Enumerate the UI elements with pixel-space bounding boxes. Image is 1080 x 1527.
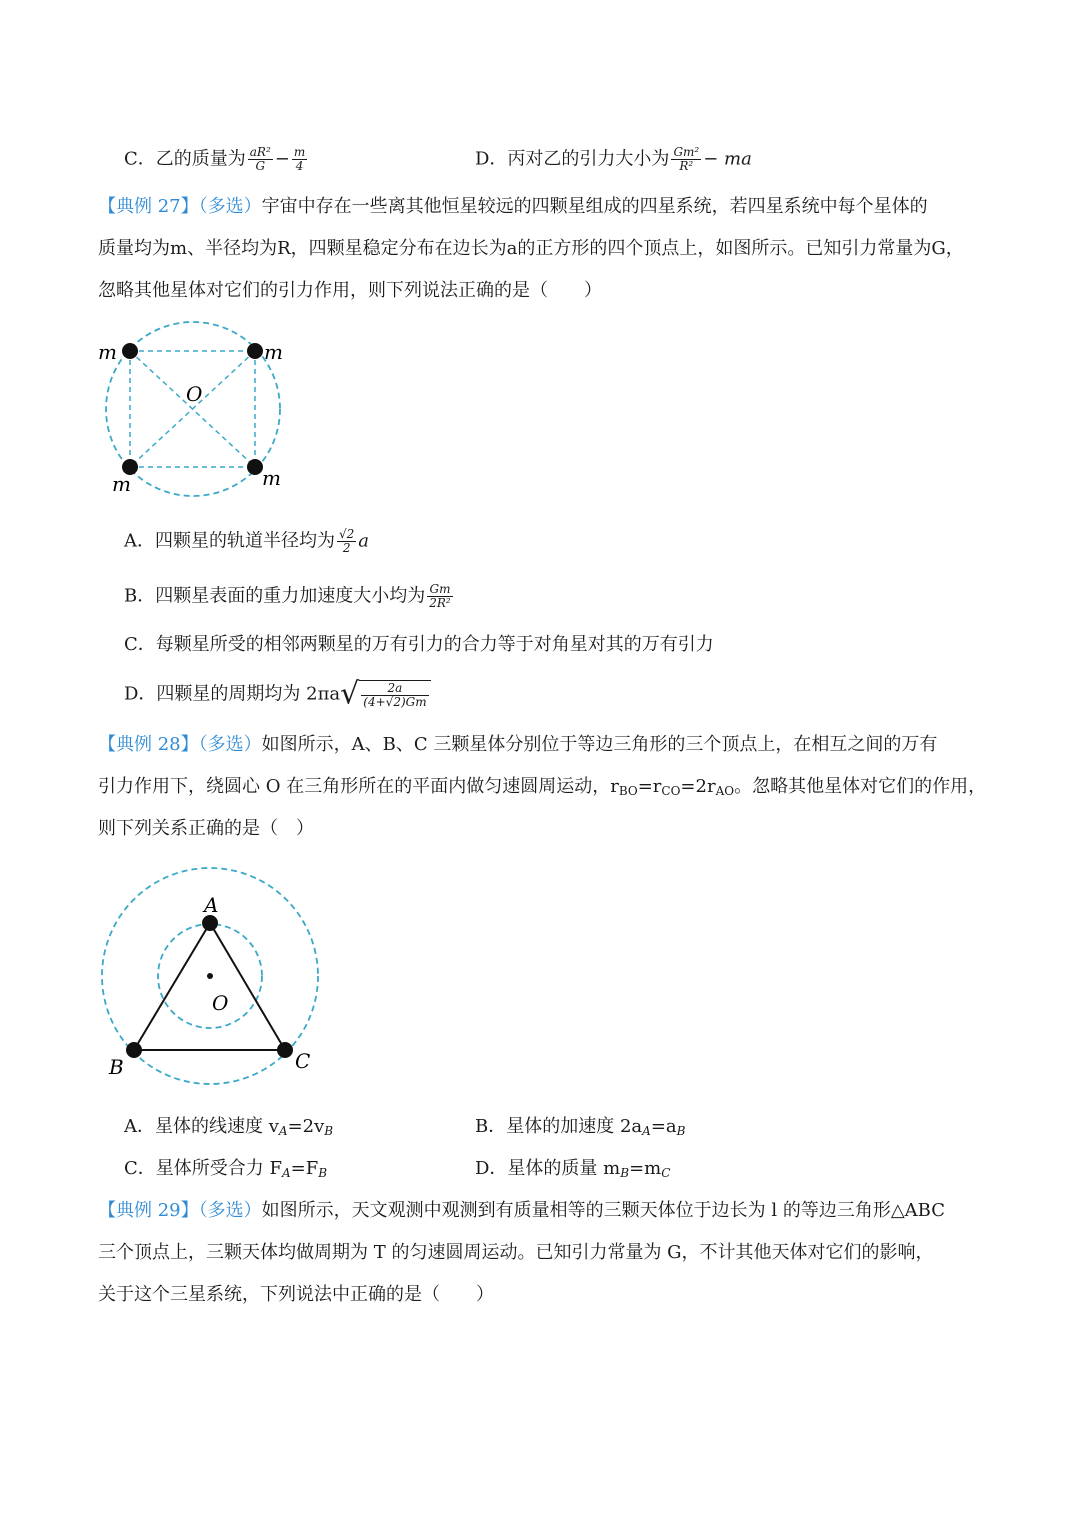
q28-option-a: A．星体的线速度 $v_A=2v_B$	[124, 1116, 334, 1138]
q27-option-c: C．每颗星所受的相邻两颗星的万有引力的合力等于对角星对其的万有引力	[124, 634, 714, 655]
q28-triangle	[134, 923, 285, 1050]
q27-option-a: A．四颗星的轨道半径均为 $\frac{√2}{2}$ a	[124, 527, 370, 555]
option-c-top: C．乙的质量为 $\frac{\text{aR²}}{G}$ − $\frac{m}{4}$	[124, 145, 306, 173]
q28-option-d: D．星体的质量 $m_B=m_C$	[475, 1158, 671, 1180]
q28-label-o: O	[212, 991, 229, 1015]
q28-option-b: B．星体的加速度 $2a_A=a_B$	[475, 1116, 686, 1138]
q27-line1: 【典例 27】（多选）宇宙中存在一些离其他恒星较远的四颗星组成的四星系统，若四星系统中每个星体的	[98, 196, 928, 217]
q28-figure	[95, 862, 335, 1087]
q28-line2: 引力作用下，绕圆心 O 在三角形所在的平面内做匀速圆周运动，$r_{BO}=r_{CO}=2r_{AO}$。忽略其他星体对它们的作用，	[98, 776, 987, 798]
option-d-top: D．丙对乙的引力大小为 $\frac{\text{Gm²}}{\text{R²}}$ − ma	[475, 145, 752, 173]
q29-line1: 【典例 29】（多选）如图所示，天文观测中观测到有质量相等的三颗天体位于边长为 l 的等边三角形△ABC	[98, 1200, 946, 1221]
q27-figure	[90, 315, 300, 505]
q27-line2: 质量均为m、半径均为R，四颗星稳定分布在边长为a的正方形的四个顶点上，如图所示。已知引力常量为G，	[98, 238, 964, 259]
q27-star-tr	[247, 343, 263, 359]
q28-option-c: C．星体所受合力 $F_A=F_B$	[124, 1158, 328, 1180]
q28-label-b: B	[109, 1055, 124, 1079]
q27-star-tl	[122, 343, 138, 359]
q27-tag: 【典例 27】（多选）	[98, 196, 262, 217]
q27-star-br	[247, 459, 263, 475]
q27-label-m-tr: m	[264, 340, 283, 364]
q29-line3: 关于这个三星系统，下列说法中正确的是（ ）	[98, 1284, 494, 1305]
q29-line2: 三个顶点上，三颗天体均做周期为 T 的匀速圆周运动。已知引力常量为 G，不计其他天体对它们的影响，	[98, 1242, 934, 1263]
q28-line3: 则下列关系正确的是（ ）	[98, 818, 314, 839]
q28-label-a: A	[204, 893, 219, 917]
q27-label-o: O	[186, 382, 203, 406]
q28-star-a	[202, 915, 218, 931]
q28-label-c: C	[295, 1049, 311, 1073]
q28-star-c	[277, 1042, 293, 1058]
q29-tag: 【典例 29】（多选）	[98, 1200, 262, 1221]
q27-label-m-br: m	[262, 466, 281, 490]
q28-center-dot	[207, 973, 213, 979]
q27-option-d: D．四颗星的周期均为 2πa√ $\frac{2a}{(4+√2)Gm}$	[124, 680, 431, 709]
q28-star-b	[126, 1042, 142, 1058]
q27-option-b: B．四颗星表面的重力加速度大小均为 $\frac{Gm}{\text{2R²}}$	[124, 582, 451, 610]
q27-label-m-tl: m	[98, 340, 117, 364]
q28-line1: 【典例 28】（多选）如图所示，A、B、C 三颗星体分别位于等边三角形的三个顶点上，在相互之间的万有	[98, 734, 938, 755]
q28-tag: 【典例 28】（多选）	[98, 734, 262, 755]
q27-label-m-bl: m	[112, 472, 131, 496]
q27-line3: 忽略其他星体对它们的引力作用，则下列说法正确的是（ ）	[98, 280, 602, 301]
